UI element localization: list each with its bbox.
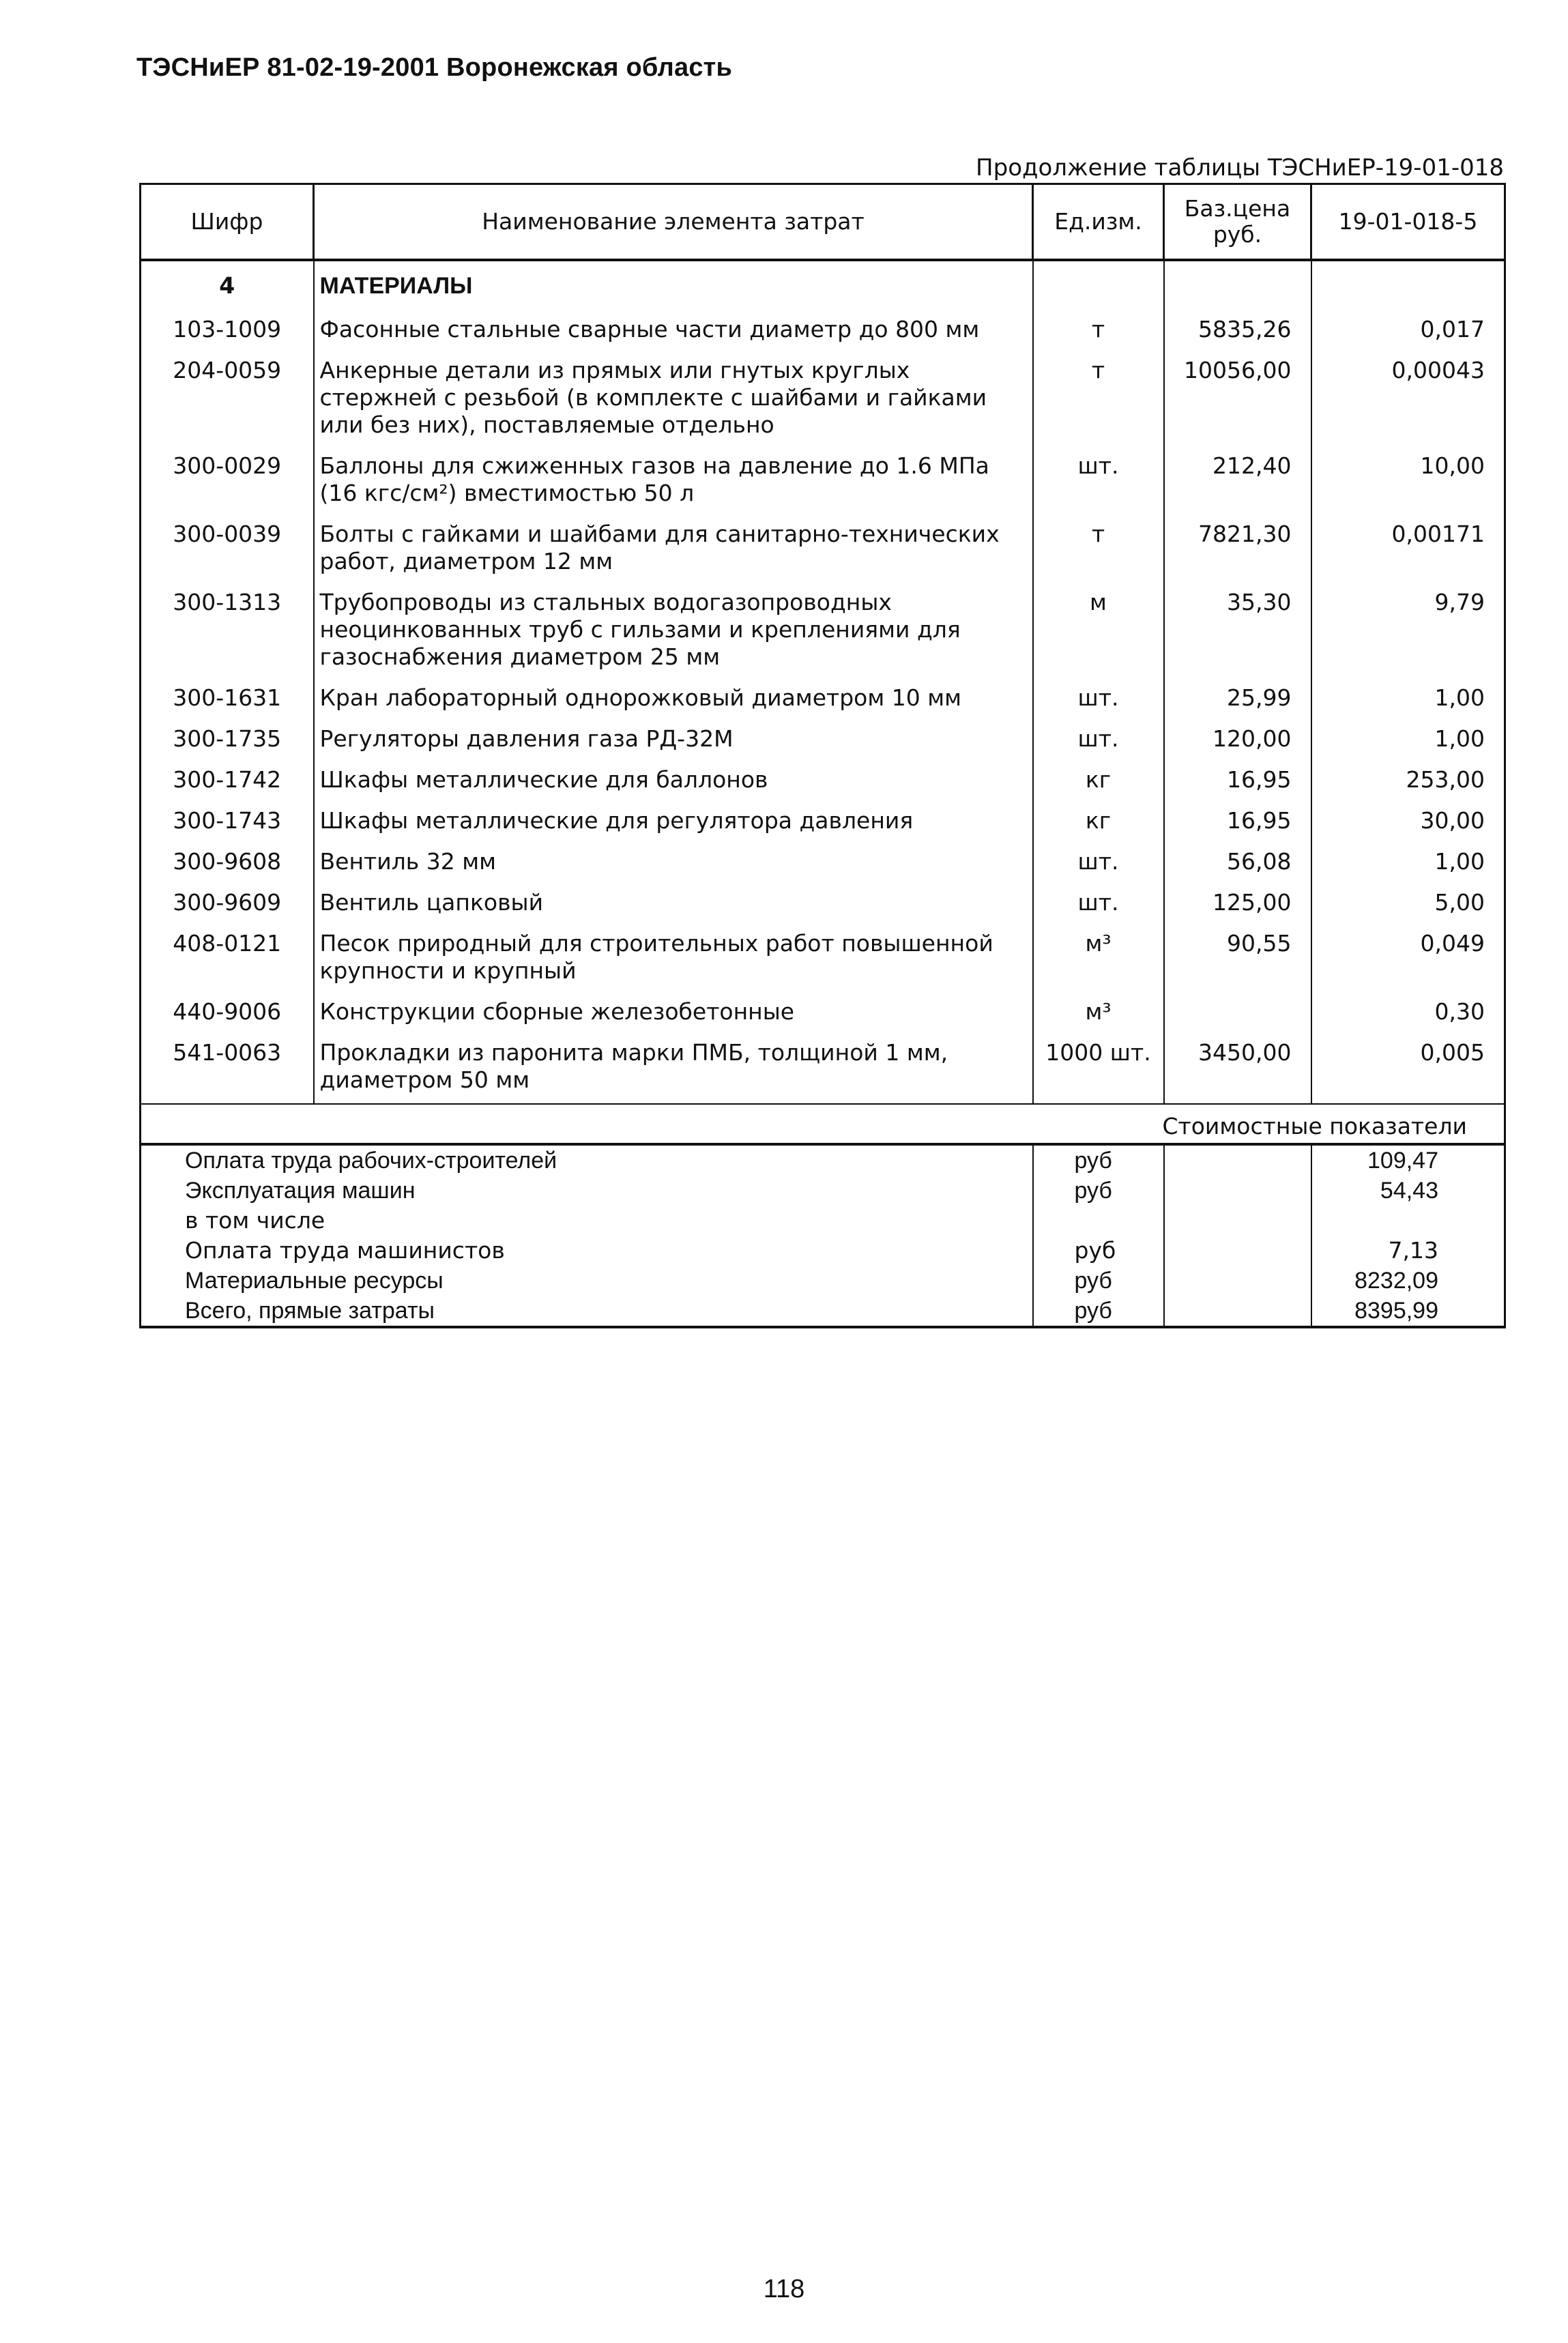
table-row — [141, 508, 1505, 577]
resource-norm: 1,00 — [1311, 713, 1505, 754]
cost-value: 8232,09 — [1311, 1266, 1505, 1296]
resource-name: Прокладки из паронита марки ПМБ, толщиной 1 мм, диаметром 50 мм — [314, 1027, 1033, 1095]
cost-empty — [1164, 1296, 1311, 1327]
cost-unit: руб — [1033, 1144, 1164, 1176]
column-header-price: Баз.цена руб. — [1164, 184, 1311, 261]
page-number: 118 — [763, 2275, 805, 2303]
resource-code: 440-9006 — [141, 986, 314, 1027]
document-header: ТЭСНиЕР 81-02-19-2001 Воронежская область — [136, 53, 733, 82]
section-row — [141, 260, 1505, 304]
resource-price: 3450,00 — [1164, 1027, 1311, 1095]
table-row — [141, 877, 1505, 918]
resource-unit: т — [1033, 508, 1164, 577]
cost-empty — [1164, 1236, 1311, 1266]
resource-name: Анкерные детали из прямых или гнутых круглых стержней с резьбой (в комплекте с шайбами и гайками или без них), поставляемые отдельно — [314, 345, 1033, 440]
resource-price: 212,40 — [1164, 440, 1311, 508]
resource-norm: 10,00 — [1311, 440, 1505, 508]
cost-empty — [1164, 1144, 1311, 1176]
cost-value: 109,47 — [1311, 1144, 1505, 1176]
resource-unit: кг — [1033, 795, 1164, 836]
resource-code: 300-1743 — [141, 795, 314, 836]
resource-unit: шт. — [1033, 713, 1164, 754]
resource-name: Шкафы металлические для регулятора давления — [314, 795, 1033, 836]
resource-code: 408-0121 — [141, 918, 314, 986]
resource-code: 300-9608 — [141, 836, 314, 877]
table-continuation-title: Продолжение таблицы ТЭСНиЕР-19-01-018 — [976, 154, 1504, 181]
cost-row — [141, 1176, 1505, 1206]
resource-code: 541-0063 — [141, 1027, 314, 1095]
resource-norm: 253,00 — [1311, 754, 1505, 795]
table-row — [141, 672, 1505, 713]
resource-unit: 1000 шт. — [1033, 1027, 1164, 1095]
resource-code: 300-1735 — [141, 713, 314, 754]
resource-name: Вентиль цапковый — [314, 877, 1033, 918]
resource-name: Шкафы металлические для баллонов — [314, 754, 1033, 795]
resource-norm: 0,017 — [1311, 304, 1505, 345]
resource-unit: т — [1033, 345, 1164, 440]
resource-name: Баллоны для сжиженных газов на давление до 1.6 МПа (16 кгс/см²) вместимостью 50 л — [314, 440, 1033, 508]
column-header-name: Наименование элемента затрат — [314, 184, 1033, 261]
resource-name: Песок природный для строительных работ повышенной крупности и крупный — [314, 918, 1033, 986]
resource-unit: м — [1033, 577, 1164, 672]
resource-price: 125,00 — [1164, 877, 1311, 918]
cost-row — [141, 1144, 1505, 1176]
resource-unit: т — [1033, 304, 1164, 345]
cost-unit: руб — [1033, 1236, 1164, 1266]
resource-unit: м³ — [1033, 986, 1164, 1027]
cost-indicators — [141, 1104, 1505, 1327]
table-row — [141, 304, 1505, 345]
table-row — [141, 754, 1505, 795]
resource-price: 120,00 — [1164, 713, 1311, 754]
cost-header-row — [141, 1104, 1505, 1144]
cost-value: 7,13 — [1311, 1236, 1505, 1266]
resource-code: 300-0029 — [141, 440, 314, 508]
table-row — [141, 918, 1505, 986]
table-row — [141, 795, 1505, 836]
resource-price — [1164, 986, 1311, 1027]
resource-norm: 0,005 — [1311, 1027, 1505, 1095]
resource-norm: 1,00 — [1311, 836, 1505, 877]
resource-norm: 5,00 — [1311, 877, 1505, 918]
cost-unit: руб — [1033, 1176, 1164, 1206]
resource-code: 300-1313 — [141, 577, 314, 672]
cost-value — [1311, 1206, 1505, 1236]
resource-norm: 9,79 — [1311, 577, 1505, 672]
table-spacer — [141, 1095, 1505, 1104]
section-code: 4 — [141, 260, 314, 304]
cost-row — [141, 1296, 1505, 1327]
cost-row — [141, 1266, 1505, 1296]
cost-name: в том числе — [141, 1206, 1033, 1236]
resource-price: 35,30 — [1164, 577, 1311, 672]
cost-unit: руб — [1033, 1296, 1164, 1327]
resource-norm: 1,00 — [1311, 672, 1505, 713]
resource-name: Конструкции сборные железобетонные — [314, 986, 1033, 1027]
resource-name: Кран лабораторный однорожковый диаметром 10 мм — [314, 672, 1033, 713]
column-header-code: Шифр — [141, 184, 314, 261]
table-row — [141, 836, 1505, 877]
resource-unit: шт. — [1033, 672, 1164, 713]
resource-price: 16,95 — [1164, 795, 1311, 836]
resource-norm: 0,00043 — [1311, 345, 1505, 440]
resource-code: 300-0039 — [141, 508, 314, 577]
cost-name: Эксплуатация машин — [141, 1176, 1033, 1206]
resource-code: 204-0059 — [141, 345, 314, 440]
section-title: МАТЕРИАЛЫ — [314, 260, 1033, 304]
cost-unit — [1033, 1206, 1164, 1236]
table-row — [141, 713, 1505, 754]
cost-header: Стоимостные показатели — [141, 1104, 1505, 1144]
resource-unit: шт. — [1033, 877, 1164, 918]
resource-name: Фасонные стальные сварные части диаметр до 800 мм — [314, 304, 1033, 345]
resource-price: 10056,00 — [1164, 345, 1311, 440]
table-row — [141, 440, 1505, 508]
table-row — [141, 986, 1505, 1027]
cost-name: Оплата труда рабочих-строителей — [141, 1144, 1033, 1176]
resource-code: 300-1742 — [141, 754, 314, 795]
resource-code: 300-1631 — [141, 672, 314, 713]
resource-price: 7821,30 — [1164, 508, 1311, 577]
resource-table — [139, 183, 1506, 1328]
resource-price: 56,08 — [1164, 836, 1311, 877]
resource-price: 16,95 — [1164, 754, 1311, 795]
resource-name: Регуляторы давления газа РД-32М — [314, 713, 1033, 754]
cost-name: Всего, прямые затраты — [141, 1296, 1033, 1327]
resource-unit: м³ — [1033, 918, 1164, 986]
cost-empty — [1164, 1206, 1311, 1236]
resource-code: 300-9609 — [141, 877, 314, 918]
resource-unit: шт. — [1033, 440, 1164, 508]
table-row — [141, 1027, 1505, 1095]
resource-name: Вентиль 32 мм — [314, 836, 1033, 877]
resource-price: 25,99 — [1164, 672, 1311, 713]
resource-name: Болты с гайками и шайбами для санитарно-технических работ, диаметром 12 мм — [314, 508, 1033, 577]
resource-norm: 30,00 — [1311, 795, 1505, 836]
resource-name: Трубопроводы из стальных водогазопроводных неоцинкованных труб с гильзами и креплениями для газоснабжения диаметром 25 мм — [314, 577, 1033, 672]
resource-norm: 0,00171 — [1311, 508, 1505, 577]
resource-unit: шт. — [1033, 836, 1164, 877]
resource-price: 5835,26 — [1164, 304, 1311, 345]
resource-norm: 0,30 — [1311, 986, 1505, 1027]
resource-code: 103-1009 — [141, 304, 314, 345]
cost-row — [141, 1206, 1505, 1236]
table-row — [141, 577, 1505, 672]
resource-price: 90,55 — [1164, 918, 1311, 986]
table-header-row — [141, 184, 1505, 261]
cost-name: Оплата труда машинистов — [141, 1236, 1033, 1266]
table-row — [141, 345, 1505, 440]
cost-empty — [1164, 1266, 1311, 1296]
cost-name: Материальные ресурсы — [141, 1266, 1033, 1296]
resource-unit: кг — [1033, 754, 1164, 795]
cost-value: 54,43 — [1311, 1176, 1505, 1206]
cost-value: 8395,99 — [1311, 1296, 1505, 1327]
column-header-norm: 19-01-018-5 — [1311, 184, 1505, 261]
cost-unit: руб — [1033, 1266, 1164, 1296]
resource-norm: 0,049 — [1311, 918, 1505, 986]
materials-section — [141, 260, 1505, 1104]
cost-row — [141, 1236, 1505, 1266]
column-header-unit: Ед.изм. — [1033, 184, 1164, 261]
cost-empty — [1164, 1176, 1311, 1206]
